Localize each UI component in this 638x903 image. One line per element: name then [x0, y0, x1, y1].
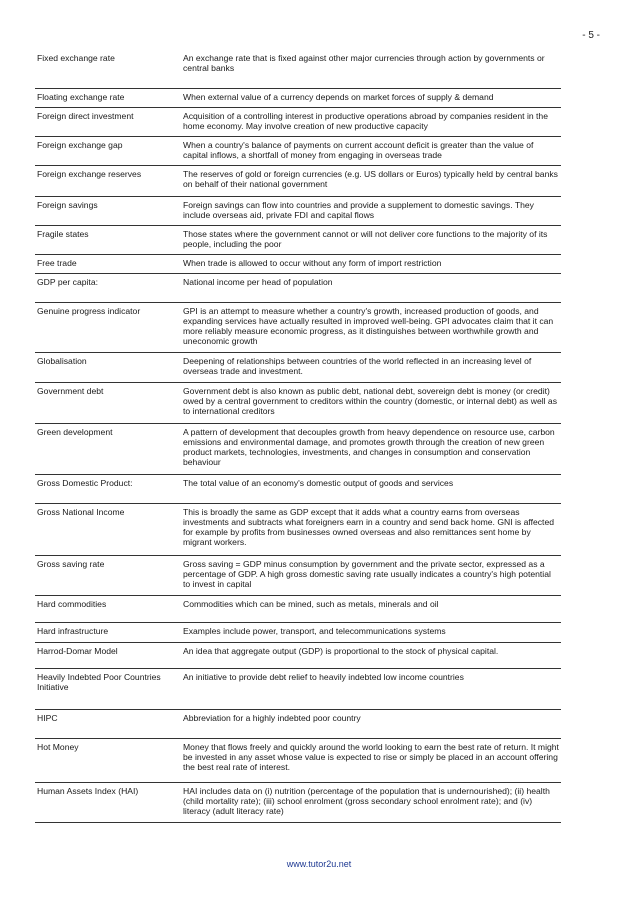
glossary-row: [35, 254, 561, 273]
glossary-term: Globalisation: [35, 352, 179, 382]
glossary-term: GDP per capita:: [35, 273, 179, 302]
glossary-definition: Commodities which can be mined, such as metals, minerals and oil: [179, 595, 561, 622]
glossary-term: Green development: [35, 423, 179, 474]
glossary-definition: A pattern of development that decouples growth from heavy dependence on resource use, carbon emissions and environmental damage, and promotes growth through the creation of new green product markets, technologies, investments, and changes in consumption and conservation behaviour: [179, 423, 561, 474]
glossary-row: [35, 352, 561, 382]
glossary-row: [35, 738, 561, 782]
glossary-row: [35, 302, 561, 352]
glossary-definition: Money that flows freely and quickly around the world looking to earn the best rate of return. It might be invested in any asset whose value is expected to rise or simply be placed in an account offering the best real rate of interest.: [179, 738, 561, 782]
glossary-table: [35, 50, 561, 823]
glossary-row: [35, 50, 561, 88]
glossary-row: [35, 196, 561, 225]
glossary-term: Floating exchange rate: [35, 88, 179, 107]
glossary-definition: Government debt is also known as public debt, national debt, sovereign debt is money (or credit) owed by a central government to creditors within the country (domestic, or internal debt) as well as to international creditors: [179, 382, 561, 423]
glossary-row: [35, 107, 561, 136]
glossary-definition: Gross saving = GDP minus consumption by government and the private sector, expressed as a percentage of GDP. A high gross domestic saving rate usually indicates a country's high potential to invest in capital: [179, 555, 561, 595]
glossary-term: HIPC: [35, 709, 179, 738]
glossary-definition: The total value of an economy's domestic output of goods and services: [179, 474, 561, 503]
glossary-row: [35, 709, 561, 738]
glossary-term: Hard infrastructure: [35, 622, 179, 642]
glossary-row: [35, 642, 561, 668]
glossary-term: Hard commodities: [35, 595, 179, 622]
glossary-definition: When external value of a currency depends on market forces of supply & demand: [179, 88, 561, 107]
glossary-definition: Abbreviation for a highly indebted poor country: [179, 709, 561, 738]
glossary-row: [35, 555, 561, 595]
glossary-term: Genuine progress indicator: [35, 302, 179, 352]
glossary-definition: Those states where the government cannot or will not deliver core functions to the majority of its people, including the poor: [179, 225, 561, 254]
glossary-term: Human Assets Index (HAI): [35, 782, 179, 822]
glossary-row: [35, 782, 561, 822]
glossary-term: Fixed exchange rate: [35, 50, 179, 88]
glossary-term: Gross National Income: [35, 503, 179, 555]
glossary-row: [35, 595, 561, 622]
glossary-definition: Deepening of relationships between countries of the world reflected in an increasing level of overseas trade and investment.: [179, 352, 561, 382]
glossary-row: [35, 136, 561, 165]
glossary-row: [35, 382, 561, 423]
glossary-term: Foreign direct investment: [35, 107, 179, 136]
glossary-definition: This is broadly the same as GDP except that it adds what a country earns from overseas investments and subtracts what foreigners earn in a country and send back home. GNI is affected for example by profits from businesses owned overseas and also remittances sent home by migrant workers.: [179, 503, 561, 555]
glossary-definition: An exchange rate that is fixed against other major currencies through action by governments or central banks: [179, 50, 561, 88]
glossary-term: Foreign exchange reserves: [35, 165, 179, 196]
glossary-row: [35, 668, 561, 709]
glossary-term: Gross Domestic Product:: [35, 474, 179, 503]
glossary-term: Hot Money: [35, 738, 179, 782]
glossary-term: Government debt: [35, 382, 179, 423]
glossary-row: [35, 474, 561, 503]
glossary-definition: When a country's balance of payments on current account deficit is greater than the value of capital inflows, a shortfall of money from engaging in overseas trade: [179, 136, 561, 165]
footer-website-link[interactable]: www.tutor2u.net: [286, 859, 352, 869]
glossary-term: Harrod-Domar Model: [35, 642, 179, 668]
glossary-row: [35, 622, 561, 642]
glossary-definition: An initiative to provide debt relief to heavily indebted low income countries: [179, 668, 561, 709]
glossary-definition: Foreign savings can flow into countries and provide a supplement to domestic savings. They include overseas aid, private FDI and capital flows: [179, 196, 561, 225]
glossary-row: [35, 88, 561, 107]
glossary-term: Foreign savings: [35, 196, 179, 225]
glossary-definition: National income per head of population: [179, 273, 561, 302]
glossary-term: Foreign exchange gap: [35, 136, 179, 165]
glossary-definition: Examples include power, transport, and telecommunications systems: [179, 622, 561, 642]
glossary-row: [35, 225, 561, 254]
glossary-term: Fragile states: [35, 225, 179, 254]
glossary-term: Gross saving rate: [35, 555, 179, 595]
glossary-definition: The reserves of gold or foreign currencies (e.g. US dollars or Euros) typically held by central banks on behalf of their national government: [179, 165, 561, 196]
glossary-definition: When trade is allowed to occur without any form of import restriction: [179, 254, 561, 273]
glossary-row: [35, 273, 561, 302]
glossary-definition: Acquisition of a controlling interest in productive operations abroad by companies resident in the home economy. May involve creation of new productive capacity: [179, 107, 561, 136]
glossary-definition: An idea that aggregate output (GDP) is proportional to the stock of physical capital.: [179, 642, 561, 668]
glossary-definition: GPI is an attempt to measure whether a country's growth, increased production of goods, and expanding services have actually resulted in improved well-being. GPI advocates claim that it can more reliably measure economic progress, as it distinguishes between worthwhile growth and uneconomic growth: [179, 302, 561, 352]
glossary-term: Free trade: [35, 254, 179, 273]
glossary-term: Heavily Indebted Poor Countries Initiative: [35, 668, 179, 709]
glossary-row: [35, 503, 561, 555]
glossary-row: [35, 165, 561, 196]
glossary-row: [35, 423, 561, 474]
page-number: - 5 -: [582, 30, 600, 41]
glossary-definition: HAI includes data on (i) nutrition (percentage of the population that is undernourished); (ii) health (child mortality rate); (iii) school enrolment (gross secondary school enrolment rate); and (iv) literacy (adult literacy rate): [179, 782, 561, 822]
